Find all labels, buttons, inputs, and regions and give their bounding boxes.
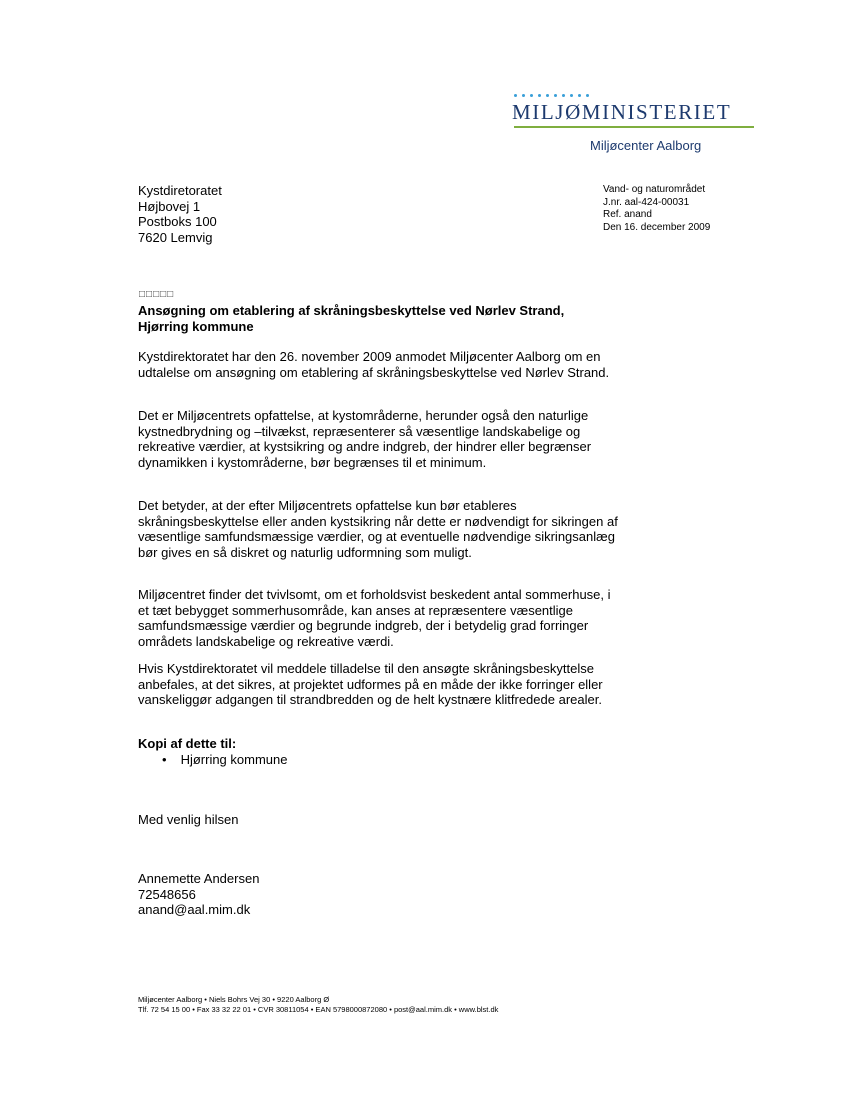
meta-line: Den 16. december 2009 bbox=[603, 221, 711, 233]
body-paragraph: Hvis Kystdirektoratet vil meddele tilladelse til den ansøgte skråningsbeskyttelse anbefales, at det sikres, at projektet udformes på en måde der ikke forringer eller vanskeliggør adgangen til strandbredden og de helt kystnære klitfredede arealer. bbox=[138, 661, 603, 707]
copy-recipient: Hjørring kommune bbox=[180, 752, 288, 767]
meta-line: Vand- og naturområdet bbox=[603, 184, 706, 195]
copy-heading: Kopi af dette til: bbox=[138, 736, 237, 751]
recipient-line: Højbovej 1 bbox=[138, 198, 201, 214]
body-paragraph: Kystdirektoratet har den 26. november 2009 anmodet Miljøcenter Aalborg om en udtalelse om ansøgning om etablering af skråningsbeskyttelse ved Nørlev Strand. bbox=[138, 349, 610, 380]
signature-block bbox=[138, 871, 259, 918]
body-paragraph: Det er Miljøcentrets opfattelse, at kystområderne, herunder også den naturlige kystnedbrydning og –tilvækst, repræsenterer så væsentlige landskabelige og rekreative værdier, at kystsikring og andre indgreb, der hindrer eller begrænser dynamikken i kystområderne, bør begrænses til et minimum. bbox=[138, 408, 592, 470]
bullet-icon: • bbox=[162, 752, 167, 767]
recipient-line: Kystdiretoratet bbox=[138, 183, 222, 198]
letter-footer bbox=[138, 995, 498, 1015]
signer-email: anand@aal.mim.dk bbox=[138, 902, 251, 917]
signer-phone: 72548656 bbox=[138, 886, 196, 902]
logo-title: MILJØMINISTERIET bbox=[512, 100, 732, 124]
copy-list-item bbox=[162, 752, 287, 767]
signer-name: Annemette Andersen bbox=[138, 871, 260, 886]
meta-line: Ref. anand bbox=[603, 209, 652, 220]
recipient-line: Postboks 100 bbox=[138, 214, 217, 229]
logo-dots bbox=[514, 94, 589, 97]
logo-subtitle: Miljøcenter Aalborg bbox=[590, 138, 702, 153]
recipient-address bbox=[138, 183, 222, 245]
ministry-logo bbox=[512, 94, 756, 158]
footer-line: Miljøcenter Aalborg • Niels Bohrs Vej 30 • 9220 Aalborg Ø bbox=[138, 995, 330, 1004]
recipient-line: 7620 Lemvig bbox=[138, 229, 213, 245]
letter-subject: Ansøgning om etablering af skråningsbeskyttelse ved Nørlev Strand, Hjørring kommune bbox=[138, 303, 565, 334]
footer-line: Tlf. 72 54 15 00 • Fax 33 32 22 01 • CVR 30811054 • EAN 5798000872080 • post@aal.mim.dk • www.blst.dk bbox=[138, 1005, 499, 1014]
closing-greeting: Med venlig hilsen bbox=[138, 812, 239, 827]
logo-divider bbox=[514, 126, 754, 128]
placeholder-marker: □□□□□ bbox=[139, 289, 175, 300]
letter-meta bbox=[603, 184, 710, 234]
body-paragraph: Miljøcentret finder det tvivlsomt, om et forholdsvist beskedent antal sommerhuse, i et tæt bebygget sommerhusområde, kan anses at repræsentere væsentlige samfundsmæssige værdier og begrunde indgreb, der i betydelig grad forringer områdets landskabelige og rekreative værdi. bbox=[138, 587, 611, 649]
meta-line: J.nr. aal-424-00031 bbox=[603, 196, 690, 208]
body-paragraph: Det betyder, at der efter Miljøcentrets opfattelse kun bør etableres skråningsbeskyttelse eller anden kystsikring når dette er nødvendigt for sikringen af væsentlige samfundsmæssige værdier, og at eventuelle nødvendige sikringsanlæg bør gives en så diskret og naturlig udformning som muligt. bbox=[138, 498, 618, 560]
